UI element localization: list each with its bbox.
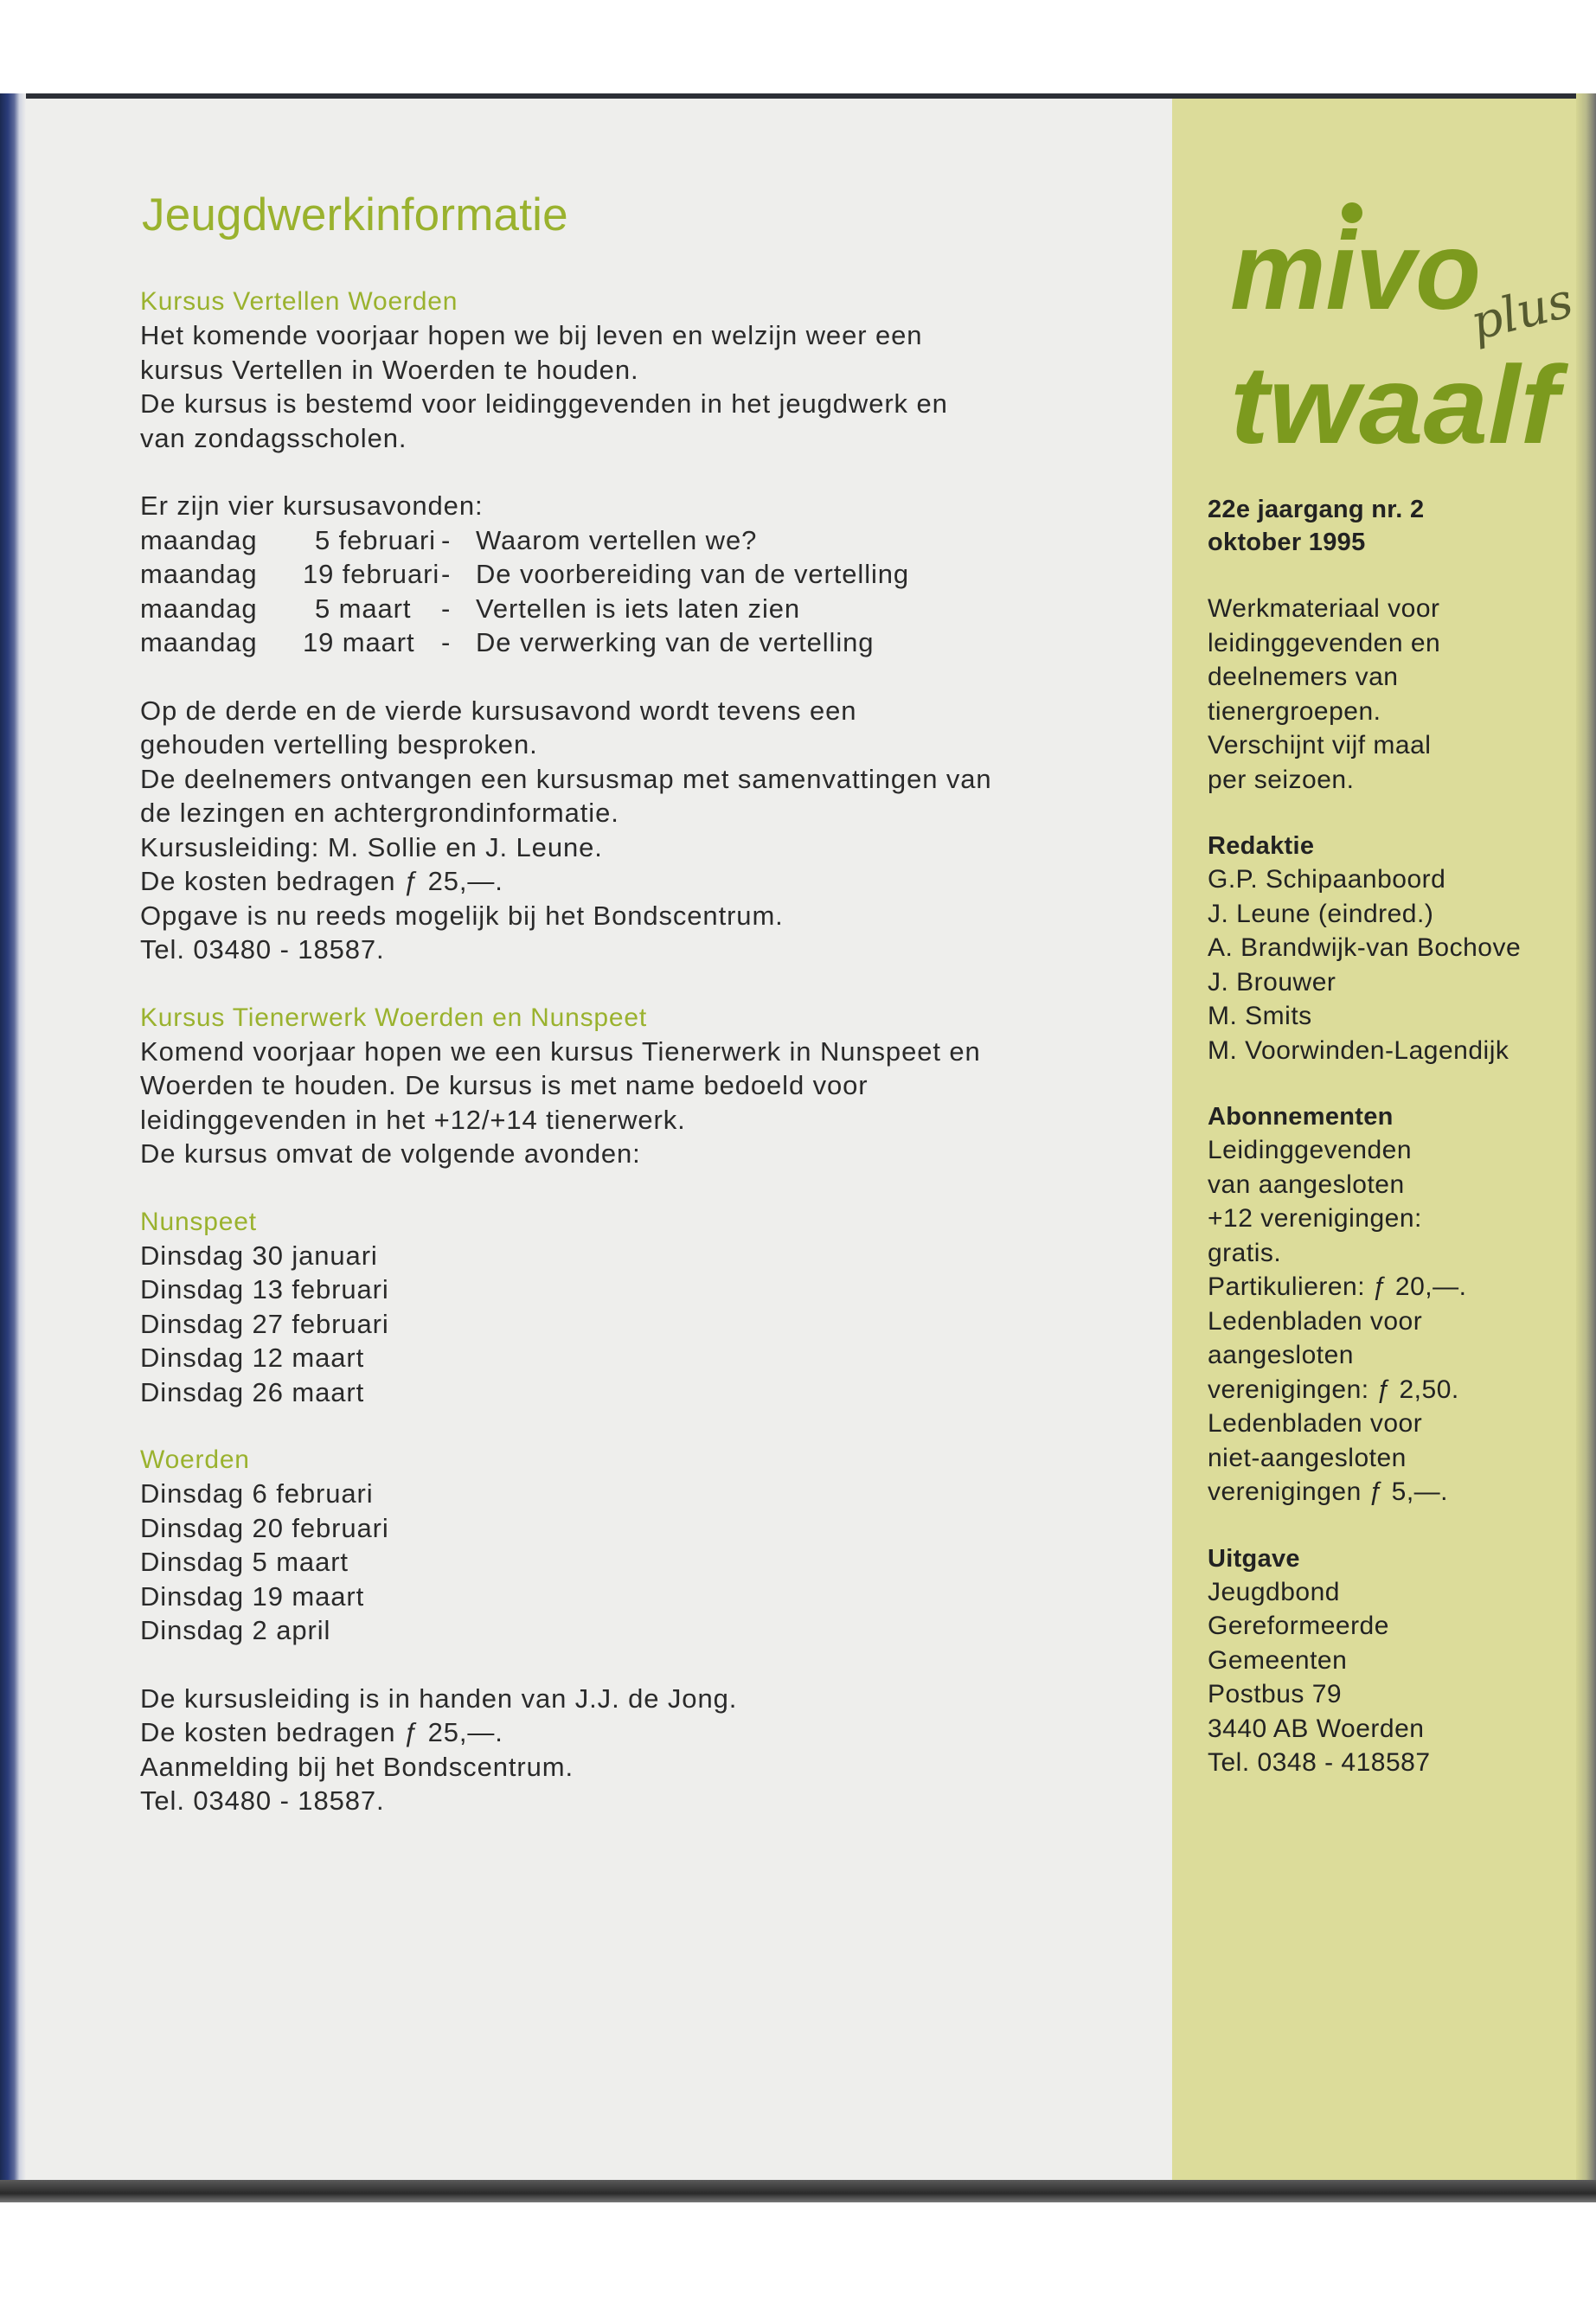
schedule-separator: - xyxy=(441,559,452,589)
text-line: De kursus omvat de volgende avonden: xyxy=(140,1138,641,1169)
text-line: verenigingen: ƒ 2,50. xyxy=(1208,1375,1459,1404)
text-line: Partikulieren: ƒ 20,—. xyxy=(1208,1272,1467,1301)
subsection-title: Nunspeet xyxy=(140,1207,257,1236)
text-line: Op de derde en de vierde kursusavond wordt tevens een xyxy=(140,695,857,726)
text-line: per seizoen. xyxy=(1208,765,1355,794)
schedule-day: maandag xyxy=(140,627,258,657)
text-line: Werkmateriaal voor xyxy=(1208,594,1440,623)
list-item: Dinsdag 20 februari xyxy=(140,1512,389,1543)
text-line: Woerden te houden. De kursus is met name bedoeld voor xyxy=(140,1070,869,1100)
text-line: Aanmelding bij het Bondscentrum. xyxy=(140,1751,574,1782)
editor-name: J. Brouwer xyxy=(1208,967,1336,997)
logo-text-twaalf: twaalf xyxy=(1230,343,1569,452)
text-line: tienergroepen. xyxy=(1208,696,1381,726)
scan-background xyxy=(0,0,1596,93)
text-line: Ledenbladen voor xyxy=(1208,1409,1423,1438)
text-line: Tel. 03480 - 18587. xyxy=(140,1785,385,1816)
issue-date: oktober 1995 xyxy=(1208,529,1366,556)
list-item: Dinsdag 2 april xyxy=(140,1615,331,1645)
text-line: De kursus is bestemd voor leidinggevenden in het jeugdwerk en xyxy=(140,388,948,419)
text-line: Gereformeerde xyxy=(1208,1612,1389,1640)
page-bottom-edge xyxy=(0,2180,1596,2202)
schedule-date: 19 maart xyxy=(303,627,415,657)
text-line: gratis. xyxy=(1208,1238,1282,1267)
text-line: Er zijn vier kursusavonden: xyxy=(140,490,484,521)
text-line: Het komende voorjaar hopen we bij leven en welzijn weer een xyxy=(140,320,923,350)
section-title: Abonnementen xyxy=(1208,1103,1394,1131)
schedule-day: maandag xyxy=(140,559,258,589)
schedule-date: 19 februari xyxy=(303,559,440,589)
main-column xyxy=(140,189,1118,1818)
section-title: Redaktie xyxy=(1208,832,1315,860)
schedule-table xyxy=(140,523,1118,660)
page-title: Jeugdwerkinformatie xyxy=(142,189,568,240)
editor-name: M. Voorwinden-Lagendijk xyxy=(1208,1035,1509,1065)
text-line: De kosten bedragen ƒ 25,—. xyxy=(140,1717,503,1747)
text-line: kursus Vertellen in Woerden te houden. xyxy=(140,354,639,385)
schedule-day: maandag xyxy=(140,524,258,555)
section-title: Kursus Tienerwerk Woerden en Nunspeet xyxy=(140,1003,648,1032)
text-line: Komend voorjaar hopen we een kursus Tienerwerk in Nunspeet en xyxy=(140,1035,981,1067)
schedule-date: 5 maart xyxy=(315,593,412,624)
section-title: Uitgave xyxy=(1208,1544,1300,1573)
text-line: leidinggevenden in het +12/+14 tienerwerk. xyxy=(140,1104,686,1135)
schedule-separator: - xyxy=(441,524,452,555)
list-item: Dinsdag 6 februari xyxy=(140,1478,374,1509)
schedule-day: maandag xyxy=(140,593,258,624)
schedule-separator: - xyxy=(441,627,452,657)
text-line: Ledenbladen voor xyxy=(1208,1306,1423,1336)
logo-text-plus: plus xyxy=(1465,272,1579,352)
schedule-topic: Vertellen is iets laten zien xyxy=(476,593,801,624)
schedule-row xyxy=(140,523,1118,558)
list-item: Dinsdag 12 maart xyxy=(140,1343,365,1373)
text-line: verenigingen ƒ 5,—. xyxy=(1208,1477,1449,1506)
text-line: Leidinggevenden xyxy=(1208,1136,1413,1164)
scan-background-bottom xyxy=(0,2202,1596,2301)
text-line: Jeugdbond xyxy=(1208,1577,1340,1606)
paragraph xyxy=(140,1035,1118,1171)
schedule-topic: De verwerking van de vertelling xyxy=(476,627,875,657)
text-line: deelnemers van xyxy=(1208,663,1399,691)
text-line: van zondagsscholen. xyxy=(140,422,407,453)
text-line: De kosten bedragen ƒ 25,—. xyxy=(140,866,503,896)
paragraph xyxy=(140,1682,1118,1818)
text-line: Postbus 79 xyxy=(1208,1680,1343,1708)
editor-name: A. Brandwijk-van Bochove xyxy=(1208,933,1522,962)
text-line: leidinggevenden en xyxy=(1208,628,1441,657)
list-item: Dinsdag 26 maart xyxy=(140,1376,365,1407)
text-line: De kursusleiding is in handen van J.J. de Jong. xyxy=(140,1682,738,1714)
schedule-row xyxy=(140,592,1118,626)
editor-name: M. Smits xyxy=(1208,1002,1312,1030)
sidebar-colophon xyxy=(1208,493,1571,1780)
schedule-date: 5 februari xyxy=(315,524,436,555)
text-line: aangesloten xyxy=(1208,1341,1354,1369)
text-line: gehouden vertelling besproken. xyxy=(140,729,538,760)
section-title: Kursus Vertellen Woerden xyxy=(140,287,458,316)
mivo-twaalf-logo xyxy=(1227,201,1581,452)
editor-name: J. Leune (eindred.) xyxy=(1208,899,1434,928)
list-item: Dinsdag 19 maart xyxy=(140,1580,365,1612)
schedule-separator: - xyxy=(441,593,452,624)
list-item: Dinsdag 13 februari xyxy=(140,1274,389,1304)
text-line: Verschijnt vijf maal xyxy=(1208,731,1432,760)
text-line: de lezingen en achtergrondinformatie. xyxy=(140,798,619,828)
paragraph xyxy=(140,694,1118,967)
schedule-topic: Waarom vertellen we? xyxy=(476,524,758,555)
text-line: 3440 AB Woerden xyxy=(1208,1714,1425,1743)
text-line: niet-aangesloten xyxy=(1208,1443,1407,1472)
list-item: Dinsdag 30 januari xyxy=(140,1240,378,1271)
book-spine xyxy=(0,93,26,2204)
issue-number: 22e jaargang nr. 2 xyxy=(1208,496,1425,523)
list-item: Dinsdag 27 februari xyxy=(140,1308,389,1339)
paragraph xyxy=(140,318,1118,455)
text-line: Tel. 0348 - 418587 xyxy=(1208,1748,1431,1777)
text-line: Gemeenten xyxy=(1208,1645,1348,1675)
text-line: Opgave is nu reeds mogelijk bij het Bondscentrum. xyxy=(140,900,784,931)
editor-name: G.P. Schipaanboord xyxy=(1208,865,1446,894)
text-line: Tel. 03480 - 18587. xyxy=(140,934,385,965)
date-list xyxy=(140,1477,1118,1648)
subsection-title: Woerden xyxy=(140,1445,250,1474)
text-line: +12 verenigingen: xyxy=(1208,1204,1422,1233)
date-list xyxy=(140,1239,1118,1410)
text-line: De deelnemers ontvangen een kursusmap met samenvattingen van xyxy=(140,763,992,794)
text-line: van aangesloten xyxy=(1208,1170,1405,1199)
text-line: Kursusleiding: M. Sollie en J. Leune. xyxy=(140,831,603,862)
schedule-row xyxy=(140,557,1118,592)
logo-text-mivo: mivo xyxy=(1230,209,1481,333)
schedule-row xyxy=(140,625,1118,660)
schedule-topic: De voorbereiding van de vertelling xyxy=(476,559,910,589)
list-item: Dinsdag 5 maart xyxy=(140,1547,349,1577)
